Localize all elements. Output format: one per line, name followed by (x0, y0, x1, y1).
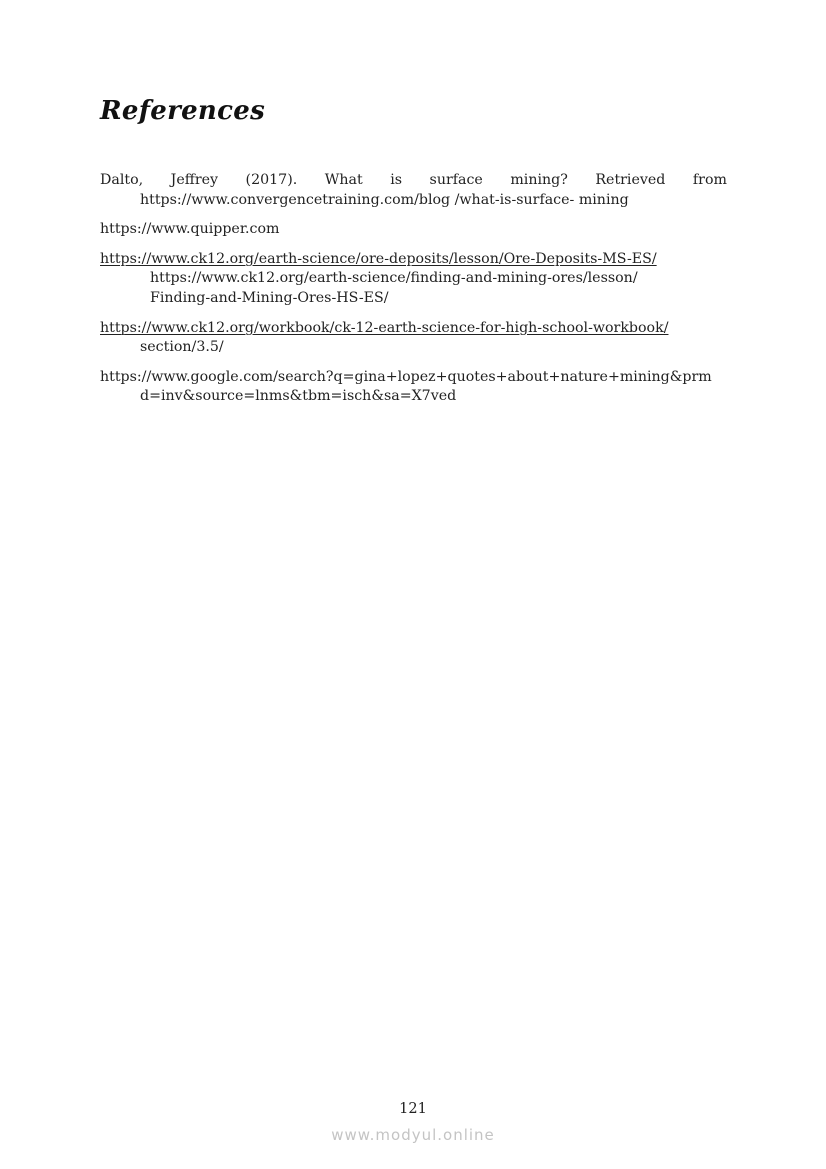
reference-list (100, 171, 727, 417)
reference-url-continuation[interactable]: section/3.5/ (140, 339, 224, 356)
reference-first-line (100, 171, 727, 191)
reference-word: (2017). (245, 172, 298, 188)
reference-url-link[interactable]: https://www.ck12.org/earth-science/ore-deposits/lesson/Ore-Deposits-MS-ES/ (100, 250, 657, 267)
reference-url-link[interactable]: https://www.ck12.org/workbook/ck-12-earth-science-for-high-school-workbook/ (100, 319, 669, 336)
reference-url-link[interactable]: https://www.quipper.com (100, 221, 280, 238)
reference-url-continuation[interactable]: Finding-and-Mining-Ores-HS-ES/ (150, 289, 389, 306)
reference-word: is (390, 172, 403, 188)
reference-word: surface (429, 172, 483, 188)
reference-word: mining? (510, 172, 568, 188)
reference-item (100, 171, 727, 210)
reference-url-link[interactable]: https://www.convergencetraining.com/blog /what-is-surface- mining (140, 191, 629, 208)
reference-word: What (324, 172, 363, 188)
page-title: References (100, 96, 266, 126)
reference-word: from (692, 172, 727, 188)
reference-url-link[interactable]: https://www.google.com/search?q=gina+lopez+quotes+about+nature+mining&prm (100, 368, 712, 385)
reference-item (100, 368, 727, 407)
page-number: 121 (399, 1101, 427, 1117)
reference-word: Dalto, (100, 172, 144, 188)
reference-url-link[interactable]: https://www.ck12.org/earth-science/finding-and-mining-ores/lesson/ (150, 270, 638, 287)
reference-item (100, 319, 727, 358)
watermark: www.modyul.online (331, 1126, 495, 1144)
reference-word: Retrieved (595, 172, 666, 188)
reference-word: Jeffrey (170, 172, 219, 188)
reference-item (100, 220, 727, 240)
reference-item (100, 250, 727, 309)
reference-url-continuation[interactable]: d=inv&source=lnms&tbm=isch&sa=X7ved (140, 388, 457, 405)
